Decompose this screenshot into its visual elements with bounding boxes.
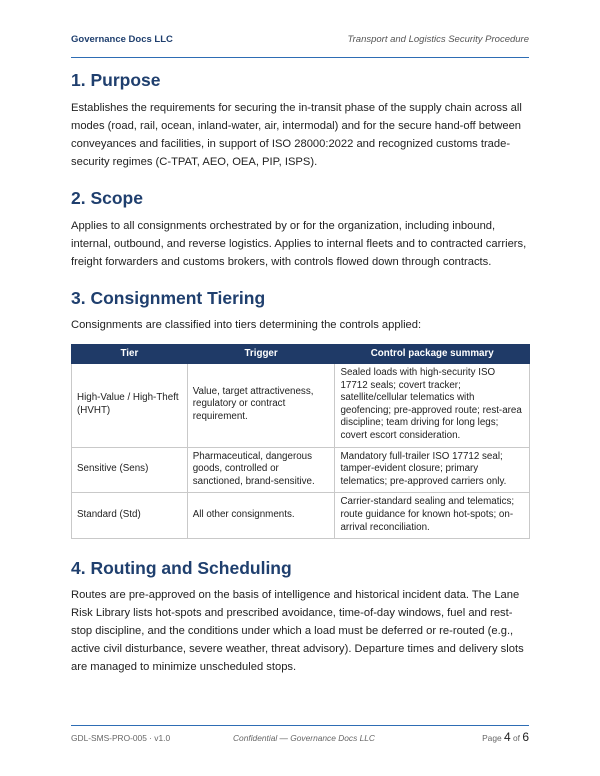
section-body-routing: Routes are pre-approved on the basis of intelligence and historical incident data. The Lane Risk Library lists hot-spots and prescribed avoidance, time-of-day windows, fuel and rest-stop discipline, and the conditions under which a load must be deferred or re-routed (e.g., active civil disturbance, severe weather, threat advisory). Departure times and delivery slots are managed to minimize unscheduled stops. — [71, 589, 524, 674]
section-heading-tiering: 3. Consignment Tiering — [71, 288, 266, 308]
header-document-title: Transport and Logistics Security Procedure — [347, 34, 529, 45]
footer-page-of: of — [512, 733, 520, 743]
footer-page-total: 6 — [522, 730, 529, 744]
section-heading-scope: 2. Scope — [71, 188, 143, 208]
table-header-row — [72, 345, 530, 364]
table-cell-trigger: All other consignments. — [187, 493, 335, 539]
table-cell-tier: High-Value / High-Theft (HVHT) — [72, 364, 188, 448]
table-cell-trigger: Pharmaceutical, dangerous goods, controlled or sanctioned, brand-sensitive. — [187, 447, 335, 493]
table-row — [72, 447, 530, 493]
table-cell-trigger: Value, target attractiveness, regulatory or contract requirement. — [187, 364, 335, 448]
document-body — [71, 66, 529, 676]
section-heading-routing: 4. Routing and Scheduling — [71, 558, 292, 579]
table-cell-tier: Standard (Std) — [72, 493, 188, 539]
section-routing-scheduling — [71, 557, 529, 676]
page-footer — [71, 725, 529, 745]
table-cell-controls: Sealed loads with high-security ISO 17712 seals; covert tracker; satellite/cellular telematics with geofencing; pre-approved route; rest-area discipline; team driving for long legs; covert escort consideration. — [335, 364, 530, 448]
footer-confidential-notice: Confidential — Governance Docs LLC — [233, 733, 375, 743]
section-purpose — [71, 69, 529, 171]
header-org-name: Governance Docs LLC — [71, 34, 173, 45]
section-consignment-tiering — [71, 287, 529, 539]
section-intro-tiering: Consignments are classified into tiers determining the controls applied: — [71, 319, 422, 331]
section-heading-purpose: 1. Purpose — [71, 70, 161, 90]
section-body-purpose: Establishes the requirements for securing the in-transit phase of the supply chain across all modes (road, rail, ocean, inland-water, air, intermodal) and for the secure hand-off between conveyances and facilities, in support of ISO 28000:2022 and recognized customs trade-security regimes (C-TPAT, AEO, OEA, PIP, ISPS). — [71, 102, 522, 168]
table-row — [72, 364, 530, 448]
section-scope — [71, 187, 529, 271]
footer-page-label: Page — [482, 733, 502, 743]
tiering-table — [71, 344, 530, 539]
table-cell-controls: Carrier-standard sealing and telematics; route guidance for known hot-spots; on-arrival reconciliation. — [335, 493, 530, 539]
table-cell-controls: Mandatory full-trailer ISO 17712 seal; tamper-evident closure; primary telematics; pre-approved carriers only. — [335, 447, 530, 493]
footer-document-id: GDL-SMS-PRO-005 · v1.0 — [71, 733, 171, 743]
table-row — [72, 493, 530, 539]
table-header-controls: Control package summary — [335, 345, 530, 364]
table-header-trigger: Trigger — [187, 345, 335, 364]
footer-page-number — [482, 730, 529, 744]
footer-page-current: 4 — [503, 730, 511, 744]
section-body-scope: Applies to all consignments orchestrated by or for the organization, including inbound, internal, outbound, and reverse logistics. Applies to internal fleets and to contracted carriers, freight forwarders and customs brokers, with controls flowed down through contracts. — [71, 220, 527, 268]
page-header — [71, 34, 529, 58]
table-header-tier: Tier — [72, 345, 188, 364]
table-cell-tier: Sensitive (Sens) — [72, 447, 188, 493]
